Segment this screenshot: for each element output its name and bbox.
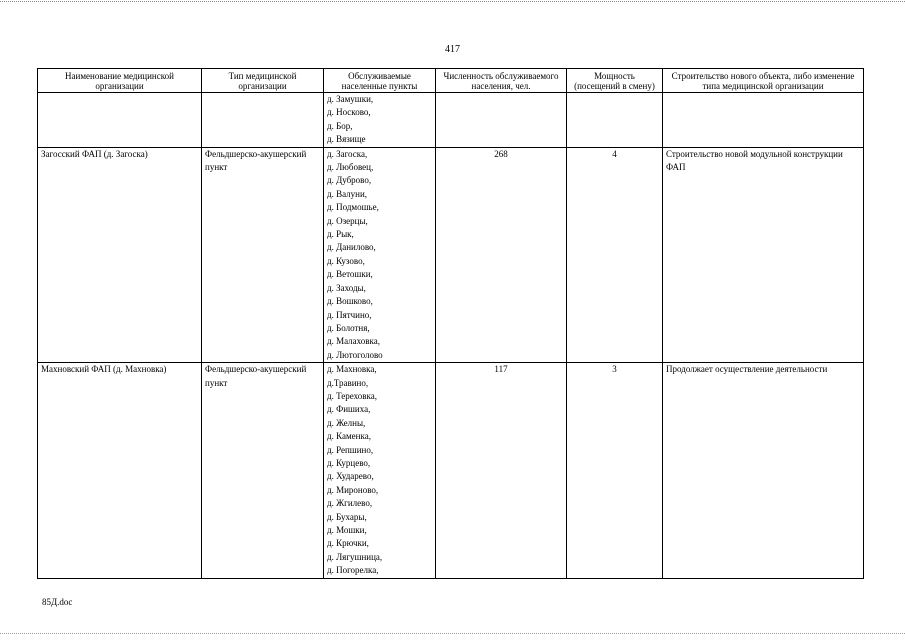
cell-population	[436, 93, 567, 148]
cell-organization-type: Фельдшерско-акушерский пункт	[202, 363, 324, 579]
cell-construction-action	[663, 93, 864, 148]
cell-capacity	[567, 93, 663, 148]
table-row	[38, 363, 864, 579]
header-organization-type: Тип медицинской организации	[202, 69, 324, 93]
cell-capacity: 4	[567, 147, 663, 363]
cell-population: 117	[436, 363, 567, 579]
cell-construction-action: Продолжает осуществление деятельности	[663, 363, 864, 579]
cell-organization-type	[202, 93, 324, 148]
cell-settlements	[324, 363, 436, 579]
header-construction-action: Строительство нового объекта, либо изменение типа медицинской организации	[663, 69, 864, 93]
scan-edge-top	[0, 1, 905, 2]
cell-organization-name: Загосский ФАП (д. Загоска)	[38, 147, 202, 363]
settlements-list: д. Замушки, д. Носково, д. Бор, д. Вязище	[327, 94, 374, 145]
table-header-row	[38, 69, 864, 93]
medical-organizations-table	[37, 68, 864, 579]
header-capacity: Мощность (посещений в смену)	[567, 69, 663, 93]
cell-organization-name	[38, 93, 202, 148]
header-population: Численность обслуживаемого населения, чел.	[436, 69, 567, 93]
table-row	[38, 147, 864, 363]
cell-organization-name: Махновский ФАП (д. Махновка)	[38, 363, 202, 579]
page-number: 417	[445, 44, 460, 55]
settlements-list: д. Загоска, д. Любовец, д. Дуброво, д. Валуни, д. Подмошье, д. Озерцы, д. Рык, д. Данилово, д. Кузово, д. Ветошки, д. Заходы, д. Вошково, д. Пятчино, д. Болотня, д. Малаховка, д. Лютоголово	[327, 148, 383, 360]
cell-organization-type: Фельдшерско-акушерский пункт	[202, 147, 324, 363]
header-served-settlements: Обслуживаемые населенные пункты	[324, 69, 436, 93]
scan-edge-bottom	[0, 633, 905, 634]
cell-settlements	[324, 93, 436, 148]
table-row	[38, 93, 864, 148]
settlements-list: д. Махновка, д.Травино, д. Тереховка, д. Фишиха, д. Желны, д. Каменка, д. Репшино, д. Курцево, д. Хударево, д. Мироново, д. Жгилево, д. Бухары, д. Мошки, д. Крючки, д. Лягушница, д. Погорелка,	[327, 364, 383, 576]
document-filename: 85Д.doc	[42, 597, 73, 607]
cell-construction-action: Строительство новой модульной конструкции ФАП	[663, 147, 864, 363]
cell-settlements	[324, 147, 436, 363]
header-organization-name: Наименование медицинской организации	[38, 69, 202, 93]
cell-capacity: 3	[567, 363, 663, 579]
cell-population: 268	[436, 147, 567, 363]
